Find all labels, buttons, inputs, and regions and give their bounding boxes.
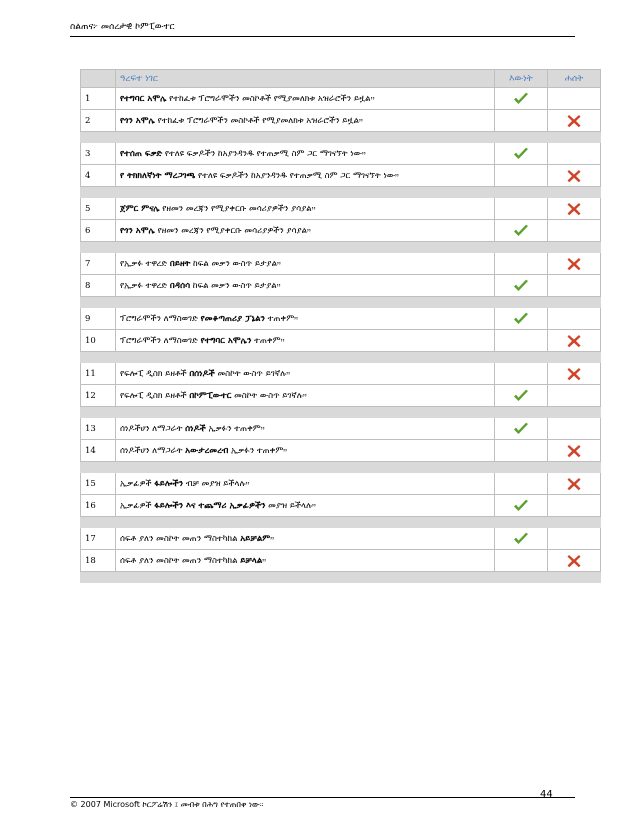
row-number: 8 (81, 275, 116, 297)
check-icon (513, 224, 529, 238)
true-cell (495, 330, 548, 352)
true-cell (495, 143, 548, 165)
statement-cell (116, 418, 495, 440)
row-number: 3 (81, 143, 116, 165)
true-cell (495, 308, 548, 330)
table-row (81, 308, 601, 330)
false-cell (548, 473, 601, 495)
statement-cell (116, 440, 495, 462)
true-cell (495, 385, 548, 407)
statement-cell (116, 330, 495, 352)
group-separator (81, 297, 601, 308)
statement-cell (116, 473, 495, 495)
row-number: 14 (81, 440, 116, 462)
header-num-cell (81, 70, 116, 88)
statement-prefix: ሰነዶችሀን ለማጋራት (120, 445, 186, 456)
statement-cell (116, 495, 495, 517)
row-number: 1 (81, 88, 116, 110)
statement-rest: የዘመን መረጃን የሚያቀርቡ መሳሪያዎችን ያሳያል። (159, 203, 316, 214)
row-number: 6 (81, 220, 116, 242)
check-icon (513, 389, 529, 403)
true-cell (495, 363, 548, 385)
statement-prefix: ኢቃፊዎች (120, 478, 155, 489)
statement-rest: ። (270, 533, 275, 544)
cross-icon (567, 202, 581, 216)
header-true: እውነት (495, 70, 548, 88)
check-icon (513, 312, 529, 326)
row-number: 9 (81, 308, 116, 330)
separator-cell (81, 132, 601, 143)
statement-cell (116, 220, 495, 242)
separator-cell (81, 517, 601, 528)
statement-keyword: በሰነዶች (189, 368, 215, 379)
false-cell (548, 330, 601, 352)
group-separator (81, 187, 601, 198)
statement-keyword: ፋይሎችን (154, 478, 184, 489)
cross-icon (567, 554, 581, 568)
statement-keyword: የመቆጣጠሪያ ፓኔልን (200, 313, 265, 324)
true-cell (495, 440, 548, 462)
table-row (81, 473, 601, 495)
footer (70, 797, 575, 810)
cross-icon (567, 444, 581, 458)
group-separator (81, 517, 601, 528)
false-cell (548, 363, 601, 385)
statement-keyword: ፋይሎችን እና ተጨማሪ ኢቃፊዎችን (154, 500, 266, 511)
false-cell (548, 220, 601, 242)
statement-keyword: የተሰጠ ፍቃድ (120, 148, 163, 159)
table-row (81, 363, 601, 385)
statement-rest: ተጠቀም። (264, 313, 299, 324)
statement-rest: መያዝ ይችላሉ። (265, 500, 317, 511)
separator-cell (81, 297, 601, 308)
table-row (81, 110, 601, 132)
false-cell (548, 495, 601, 517)
table-row (81, 253, 601, 275)
true-cell (495, 495, 548, 517)
false-cell (548, 308, 601, 330)
statement-rest: መስኮት ውስጥ ይገኛሉ። (231, 390, 307, 401)
statement-keyword: በኮምፒውተር (189, 390, 232, 401)
true-cell (495, 473, 548, 495)
false-cell (548, 440, 601, 462)
statement-rest: ብቻ መያዝ ይችላሉ። (183, 478, 250, 489)
statement-prefix: ሰፍቶ ያለን መስኮት መጠን ማስተካከል (120, 533, 241, 544)
statement-rest: የዘመን መረጃን የሚያቀርቡ መሳሪያዎችን ያሳያል። (154, 225, 311, 236)
statement-keyword: አውታረመረብ (185, 445, 229, 456)
check-icon (513, 499, 529, 513)
cross-icon (567, 334, 581, 348)
table-row (81, 275, 601, 297)
group-separator (81, 132, 601, 143)
statement-cell (116, 88, 495, 110)
separator-cell (81, 462, 601, 473)
row-number: 11 (81, 363, 116, 385)
true-cell (495, 418, 548, 440)
true-cell (495, 550, 548, 572)
statement-cell (116, 198, 495, 220)
header-text: ስልጠና፦ መሰረታዊ ኮምፒውተር (70, 22, 175, 32)
row-number: 4 (81, 165, 116, 187)
false-cell (548, 198, 601, 220)
cross-icon (567, 169, 581, 183)
false-cell (548, 165, 601, 187)
table-row (81, 418, 601, 440)
check-icon (513, 92, 529, 106)
table-row (81, 220, 601, 242)
cross-icon (567, 367, 581, 381)
statement-keyword: ይቻላል (240, 555, 263, 566)
statement-prefix: ፕሮግራሞችን ለማስወገድ (120, 313, 201, 324)
group-separator (81, 352, 601, 363)
header-false: ሐሰት (548, 70, 601, 88)
statement-rest: ተጠቀም። (251, 335, 285, 346)
statement-rest: የተከፈቱ ፕሮግራሞችን መስኮቶች የሚያመለክቱ አዝራሮችን ይዟል። (154, 115, 364, 126)
statement-keyword: የተግባር አሞሌ (120, 93, 167, 104)
true-cell (495, 528, 548, 550)
statement-prefix: ሰነዶችሀን ለማጋራት (120, 423, 186, 434)
statement-cell (116, 253, 495, 275)
statement-cell (116, 363, 495, 385)
separator-cell (81, 352, 601, 363)
row-number: 16 (81, 495, 116, 517)
table-header-row (81, 70, 601, 88)
check-icon (513, 147, 529, 161)
statement-prefix: ሰፍቶ ያለን መስኮት መጠን ማስተካከል (120, 555, 241, 566)
true-cell (495, 275, 548, 297)
statement-cell (116, 528, 495, 550)
statement-prefix: የፍሎፒ ዲስክ ይዘቶች (120, 368, 190, 379)
statement-keyword: የጎን አሞሌ (120, 115, 155, 126)
false-cell (548, 88, 601, 110)
false-cell (548, 143, 601, 165)
false-cell (548, 275, 601, 297)
table-row (81, 385, 601, 407)
table-row (81, 88, 601, 110)
row-number: 13 (81, 418, 116, 440)
statement-cell (116, 308, 495, 330)
statement-rest: መስኮት ውስጥ ይገኛሉ። (214, 368, 291, 379)
row-number: 18 (81, 550, 116, 572)
table-row (81, 495, 601, 517)
statement-prefix: የኢቃፉ ተዋረድ (120, 258, 170, 269)
true-cell (495, 253, 548, 275)
cross-icon (567, 477, 581, 491)
statement-cell (116, 275, 495, 297)
false-cell (548, 550, 601, 572)
statement-cell (116, 550, 495, 572)
true-cell (495, 220, 548, 242)
table-row (81, 198, 601, 220)
statement-cell (116, 385, 495, 407)
statement-rest: ። (262, 555, 267, 566)
statement-keyword: የ ትክክለኛነት ማረጋገጫ (120, 170, 196, 181)
row-number: 12 (81, 385, 116, 407)
statement-cell (116, 165, 495, 187)
statement-prefix: የኢቃፉ ተዋረድ (120, 280, 170, 291)
table-row (81, 330, 601, 352)
row-number: 15 (81, 473, 116, 495)
separator-cell (81, 242, 601, 253)
cross-icon (567, 257, 581, 271)
check-icon (513, 279, 529, 293)
cross-icon (567, 114, 581, 128)
true-cell (495, 88, 548, 110)
true-cell (495, 165, 548, 187)
group-separator (81, 407, 601, 418)
false-cell (548, 528, 601, 550)
check-icon (513, 422, 529, 436)
check-icon (513, 532, 529, 546)
table-row (81, 528, 601, 550)
false-cell (548, 110, 601, 132)
statement-cell (116, 110, 495, 132)
group-separator (81, 462, 601, 473)
statement-prefix: ኢቃፊዎች (120, 500, 155, 511)
table-row (81, 165, 601, 187)
row-number: 2 (81, 110, 116, 132)
group-separator (81, 572, 601, 583)
row-number: 17 (81, 528, 116, 550)
statement-keyword: የጎን አሞሌ (120, 225, 155, 236)
separator-cell (81, 572, 601, 583)
statement-cell (116, 143, 495, 165)
statement-keyword: ሰነዶች (185, 423, 206, 434)
statement-rest: ከፍል መቃን ውስጥ ይታያል። (190, 258, 281, 269)
row-number: 10 (81, 330, 116, 352)
false-cell (548, 253, 601, 275)
table-row (81, 550, 601, 572)
header-statement: ዓረፍተ ነገር (116, 70, 495, 88)
statement-rest: የተከፈቱ ፕሮግራሞችን መስኮቶች የሚያመለክቱ አዝራሮችን ይዟል። (166, 93, 375, 104)
row-number: 7 (81, 253, 116, 275)
separator-cell (81, 187, 601, 198)
page-number: 44 (540, 789, 553, 800)
true-false-table (80, 69, 601, 583)
true-cell (495, 198, 548, 220)
group-separator (81, 242, 601, 253)
table-row (81, 143, 601, 165)
false-cell (548, 385, 601, 407)
running-header (70, 20, 575, 37)
statement-prefix: የፍሎፒ ዲስክ ይዘቶች (120, 390, 190, 401)
statement-rest: የተለዩ ፍቃዶችን ከአያንዳንዱ የተጠቃሚ ስም ጋር ማገናኘት ነው። (195, 170, 399, 181)
statement-rest: ከፍል መቃን ውስጥ ይታያል። (190, 280, 281, 291)
separator-cell (81, 407, 601, 418)
statement-keyword: ጀምር ምናሌ (120, 203, 160, 214)
statement-rest: ኢቃፉን ተጠቀም። (205, 423, 265, 434)
row-number: 5 (81, 198, 116, 220)
footer-text: © 2007 Microsoft ኮርፖሬሽን ፤ መብቱ በሕግ የተጠበቀ ነው። (70, 800, 264, 809)
statement-keyword: በዳሰሳ (169, 280, 191, 291)
table-row (81, 440, 601, 462)
statement-keyword: በይዘት (169, 258, 191, 269)
true-cell (495, 110, 548, 132)
statement-keyword: አይቻልም (240, 533, 271, 544)
statement-prefix: ፕሮግራሞችን ለማስወገድ (120, 335, 201, 346)
statement-rest: የተለዩ ፍቃዶችን ከአያንዳንዱ የተጠቃሚ ስም ጋር ማገናኘት ነው። (162, 148, 366, 159)
false-cell (548, 418, 601, 440)
statement-rest: ኢቃፉን ተጠቀም። (228, 445, 288, 456)
statement-keyword: የተግባር አሞሌን (200, 335, 252, 346)
